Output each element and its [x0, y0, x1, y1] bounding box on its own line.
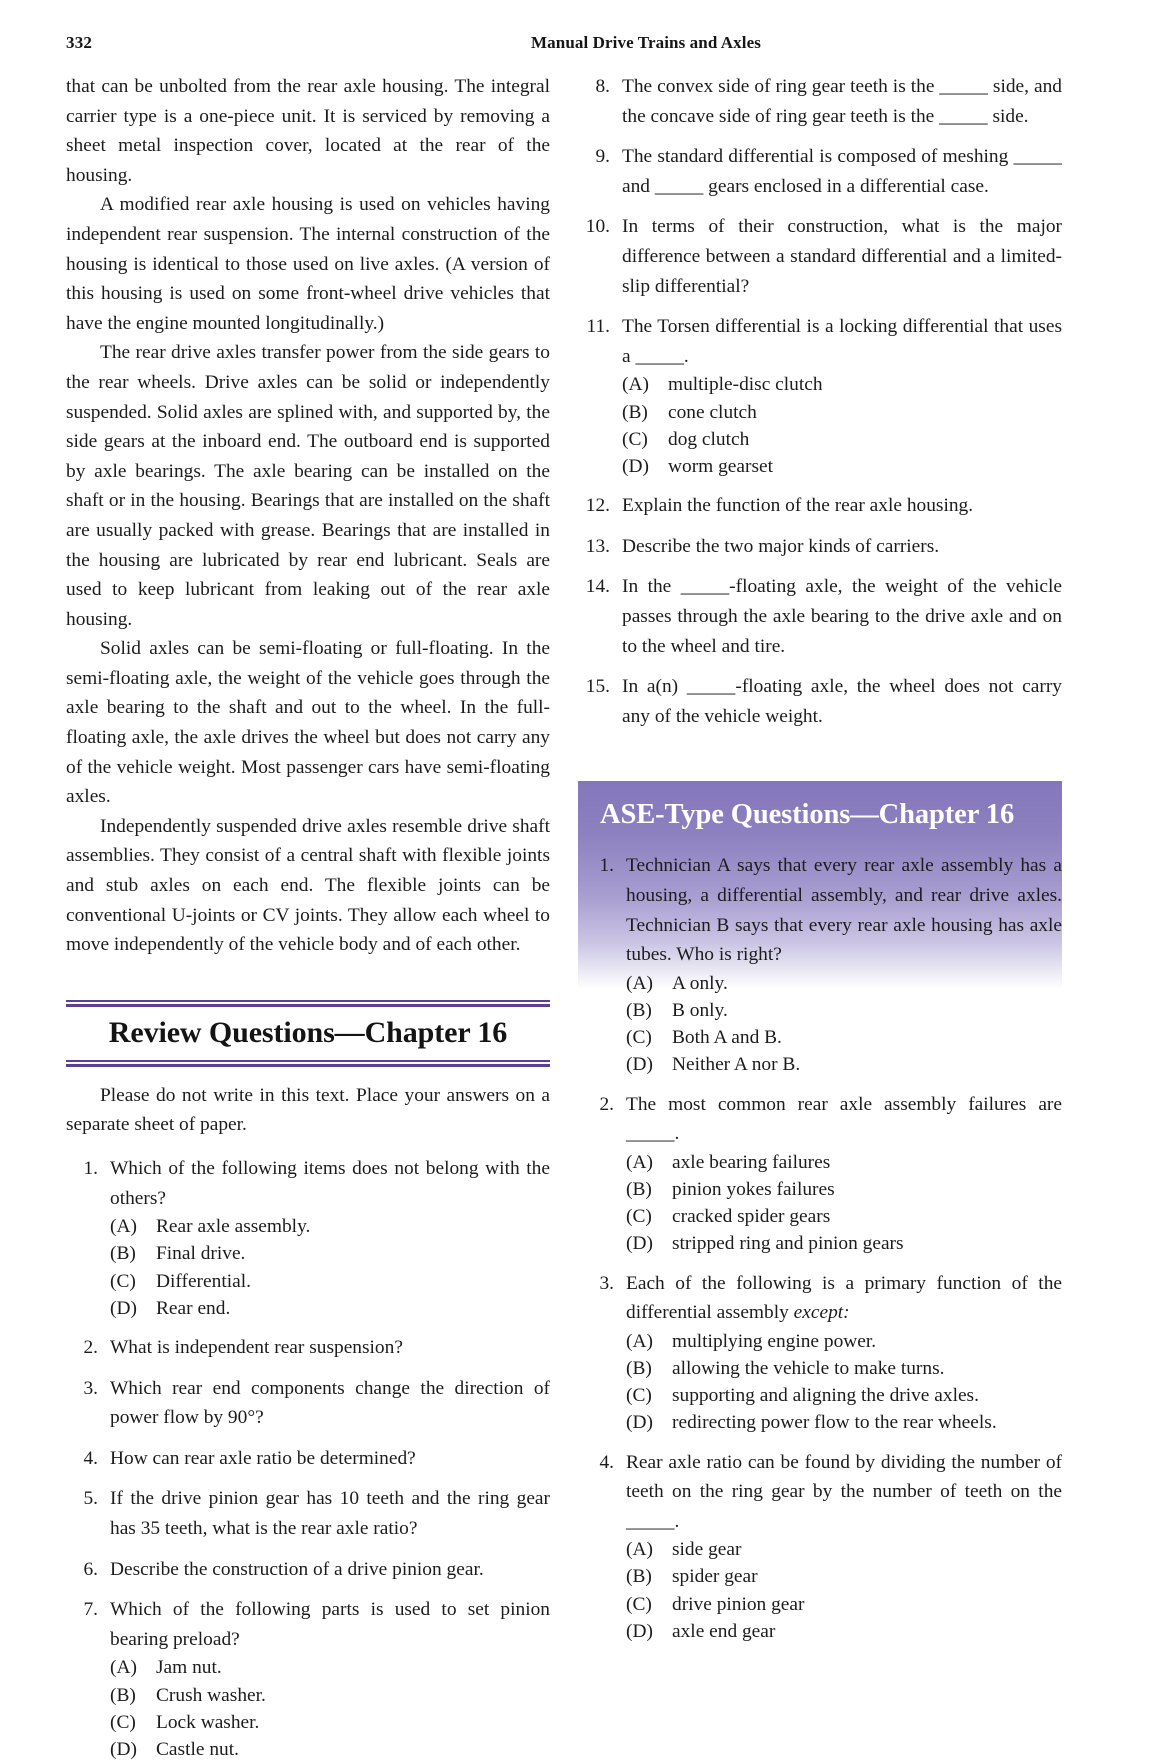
ase-type-questions-panel: [578, 781, 1062, 1645]
question-number: 4.: [83, 1447, 98, 1469]
choice-text: multiplying engine power.: [672, 1330, 877, 1352]
running-head: [66, 33, 1090, 55]
choice-item: [626, 1176, 1062, 1203]
question-text: If the drive pinion gear has 10 teeth and the ring gear has 35 teeth, what is the rear axle ratio?: [110, 1488, 550, 1539]
question-text: Describe the two major kinds of carriers.: [622, 535, 940, 557]
question-number: 6.: [83, 1558, 98, 1580]
choice-item: [626, 1409, 1062, 1436]
question-text: Which of the following parts is used to set pinion bearing preload?: [110, 1599, 550, 1650]
review-question-5: [66, 1484, 550, 1543]
choice-item: [626, 1618, 1062, 1645]
choice-text: supporting and aligning the drive axles.: [672, 1385, 979, 1407]
question-number: 11.: [586, 316, 610, 338]
choice-label: (D): [626, 1233, 653, 1255]
ase-questions-title: ASE-Type Questions—Chapter 16: [600, 799, 1015, 831]
question-text: The standard differential is composed of meshing _____ and _____ gears enclosed in a differential case.: [622, 146, 1062, 197]
choice-text: worm gearset: [668, 455, 773, 477]
ase-question-4: [582, 1448, 1062, 1646]
choice-item: [626, 1230, 1062, 1257]
choice-text: pinion yokes failures: [672, 1178, 835, 1200]
choice-item: [110, 1682, 550, 1709]
body-paragraph: The rear drive axles transfer power from the side gears to the rear wheels. Drive axles can be solid or independently suspended. Solid axles are splined with, and supported by, the side gears at the inboard end. The outboard end is supported by axle bearings. The axle bearing can be installed on the shaft or in the housing. Bearings that are installed on the shaft are usually packed with grease. Bearings that are installed in the housing are lubricated by rear end lubricant. Seals are used to keep lubricant from leaking out of the rear axle housing.: [66, 342, 550, 630]
body-paragraph: Independently suspended drive axles resemble drive shaft assemblies. They consist of a central shaft with flexible joints and stub axles on each end. The flexible joints can be conventional U-joints or CV joints. They allow each wheel to move independently of the vehicle body and of each other.: [66, 815, 550, 956]
ase-panel-content: [578, 781, 1062, 1645]
question-text: What is independent rear suspension?: [110, 1337, 403, 1358]
choice-text: stripped ring and pinion gears: [672, 1233, 904, 1255]
choice-label: (A): [626, 1539, 653, 1561]
body-paragraph: A modified rear axle housing is used on vehicles having independent rear suspension. The internal construction of the housing is identical to those used on live axles. (A version of this housing is used on some front-wheel drive vehicles that have the engine mounted longitudinally.): [66, 194, 550, 334]
choice-label: (B): [110, 1684, 136, 1706]
question-text: Which rear end components change the direction of power flow by 90°?: [110, 1377, 550, 1429]
choice-item: [626, 1051, 1062, 1078]
question-number: 3.: [83, 1377, 98, 1399]
choice-list: [626, 970, 1062, 1079]
left-column: [66, 72, 550, 1763]
choice-text: Neither A nor B.: [672, 1054, 801, 1076]
choice-item: [626, 1203, 1062, 1230]
review-questions-list-continued: [578, 72, 1062, 731]
choice-text: Crush washer.: [156, 1684, 266, 1706]
choice-text: axle end gear: [672, 1620, 776, 1642]
body-paragraph: that can be unbolted from the rear axle housing. The integral carrier type is a one-piece unit. It is serviced by removing a sheet metal inspection cover, located at the rear of the housing.: [66, 76, 550, 186]
question-text: In a(n) _____-floating axle, the wheel does not carry any of the vehicle weight.: [622, 676, 1062, 727]
question-text: Explain the function of the rear axle housing.: [622, 495, 974, 517]
choice-item: [626, 1355, 1062, 1382]
ase-questions-list: [578, 851, 1062, 1645]
choice-text: allowing the vehicle to make turns.: [672, 1357, 945, 1379]
choice-text: cracked spider gears: [672, 1206, 831, 1228]
choice-label: (A): [626, 972, 653, 994]
choice-text: Rear axle assembly.: [156, 1216, 311, 1238]
review-question-9: [578, 142, 1062, 201]
choice-label: (B): [626, 1357, 652, 1379]
question-text: Rear axle ratio can be found by dividing the number of teeth on the ring gear by the number of teeth on the _____.: [626, 1451, 1062, 1532]
choice-text: axle bearing failures: [672, 1151, 831, 1173]
review-question-10: [578, 212, 1062, 301]
review-question-4: [66, 1444, 550, 1474]
choice-text: Jam nut.: [156, 1657, 222, 1679]
rule-bottom: [66, 1060, 550, 1067]
choice-label: (C): [626, 1027, 652, 1049]
choice-text: B only.: [672, 999, 728, 1021]
choice-label: (B): [626, 1566, 652, 1588]
choice-item: [622, 426, 1062, 453]
choice-text: Both A and B.: [672, 1027, 782, 1049]
review-question-15: [578, 672, 1062, 731]
question-number: 1.: [83, 1158, 98, 1179]
choice-label: (C): [110, 1711, 136, 1733]
choice-label: (B): [626, 999, 652, 1021]
choice-label: (D): [626, 1620, 653, 1642]
question-number: 12.: [585, 495, 610, 517]
choice-label: (A): [622, 374, 649, 396]
question-text: [626, 1269, 1062, 1328]
ase-question-3: [582, 1269, 1062, 1437]
rule-top: [66, 1000, 550, 1007]
ase-question-1: [582, 851, 1062, 1078]
choice-item: [626, 1328, 1062, 1355]
question-text: Technician A says that every rear axle assembly has a housing, a differential assembly, and rear drive axles. Technician B says that every rear axle housing has axle tubes. Who is right?: [626, 855, 1062, 966]
question-text: Describe the construction of a drive pinion gear.: [110, 1558, 484, 1580]
choice-item: [110, 1709, 550, 1736]
choice-label: (D): [626, 1054, 653, 1076]
choice-label: (C): [622, 428, 648, 450]
review-questions-title: Review Questions—Chapter 16: [108, 1015, 508, 1049]
review-question-7: [66, 1595, 550, 1763]
choice-item: [110, 1240, 550, 1267]
choice-item: [626, 997, 1062, 1024]
question-text: In the _____-floating axle, the weight of the vehicle passes through the axle bearing to the drive axle and on to the wheel and tire.: [622, 576, 1062, 657]
choice-item: [626, 1536, 1062, 1563]
choice-item: [626, 1591, 1062, 1618]
choice-list: [626, 1536, 1062, 1645]
choice-list: [110, 1213, 550, 1322]
choice-item: [622, 399, 1062, 426]
question-number: 14.: [585, 576, 610, 598]
question-number: 5.: [83, 1488, 98, 1510]
review-question-13: [578, 532, 1062, 562]
choice-label: (A): [626, 1151, 653, 1173]
choice-label: (D): [626, 1412, 653, 1434]
review-question-3: [66, 1374, 550, 1433]
choice-label: (A): [626, 1330, 653, 1352]
choice-item: [110, 1654, 550, 1681]
review-questions-header: [66, 1000, 550, 1067]
page-number: 332: [66, 33, 93, 52]
choice-text: Lock washer.: [156, 1711, 260, 1733]
choice-text: cone clutch: [668, 401, 757, 423]
choice-text: A only.: [672, 972, 728, 994]
choice-list: [622, 371, 1062, 480]
question-text-main: Each of the following is a primary function of the differential assembly: [626, 1272, 1062, 1324]
body-paragraph: Solid axles can be semi-floating or full-floating. In the semi-floating axle, the weight of the vehicle goes through the axle bearing to the shaft and out to the wheel. In the full-floating axle, the axle drives the wheel but does not carry any of the vehicle weight. Most passenger cars have semi-floating axles.: [66, 638, 550, 808]
choice-label: (C): [626, 1593, 652, 1615]
question-number: 8.: [595, 76, 610, 97]
question-number: 1.: [599, 855, 614, 877]
review-question-6: [66, 1555, 550, 1585]
choice-list: [626, 1328, 1062, 1437]
choice-item: [622, 453, 1062, 480]
question-text: In terms of their construction, what is the major difference between a standard differential and a limited-slip differential?: [622, 216, 1062, 297]
question-number: 2.: [83, 1337, 98, 1358]
choice-label: (A): [110, 1657, 137, 1679]
question-text: The most common rear axle assembly failures are _____.: [626, 1093, 1062, 1145]
question-text: How can rear axle ratio be determined?: [110, 1447, 416, 1469]
question-text: The convex side of ring gear teeth is the _____ side, and the concave side of ring gear teeth is the _____ side.: [622, 76, 1062, 127]
choice-text: side gear: [672, 1539, 742, 1561]
choice-item: [626, 970, 1062, 997]
book-title: Manual Drive Trains and Axles: [531, 33, 761, 52]
question-number: 13.: [585, 535, 610, 557]
choice-label: (C): [626, 1385, 652, 1407]
choice-list: [626, 1149, 1062, 1258]
question-number: 3.: [599, 1272, 614, 1294]
choice-label: (B): [110, 1243, 136, 1265]
choice-label: (D): [622, 455, 649, 477]
question-number: 4.: [599, 1451, 614, 1473]
choice-item: [110, 1736, 550, 1763]
choice-text: Rear end.: [156, 1297, 231, 1319]
choice-item: [626, 1024, 1062, 1051]
question-number: 15.: [585, 676, 610, 698]
right-column: [578, 72, 1062, 1645]
question-text-emphasis: except:: [793, 1302, 850, 1324]
choice-text: Differential.: [156, 1270, 251, 1292]
choice-item: [626, 1149, 1062, 1176]
question-number: 2.: [599, 1093, 614, 1115]
choice-list: [110, 1654, 550, 1763]
review-intro: Please do not write in this text. Place your answers on a separate sheet of paper.: [66, 1084, 550, 1136]
question-number: 10.: [585, 216, 610, 238]
choice-text: spider gear: [672, 1566, 758, 1588]
choice-label: (C): [626, 1206, 652, 1228]
review-question-8: [578, 72, 1062, 131]
choice-label: (B): [622, 401, 648, 423]
choice-text: redirecting power flow to the rear wheels.: [672, 1412, 997, 1434]
review-questions-list: [66, 1154, 550, 1763]
review-question-2: [66, 1333, 550, 1363]
question-number: 7.: [83, 1599, 98, 1621]
choice-text: multiple-disc clutch: [668, 374, 823, 396]
question-number: 9.: [595, 146, 610, 168]
choice-item: [110, 1213, 550, 1240]
choice-text: Castle nut.: [156, 1738, 239, 1760]
choice-label: (C): [110, 1270, 136, 1292]
choice-text: drive pinion gear: [672, 1593, 805, 1615]
review-question-14: [578, 572, 1062, 661]
choice-item: [110, 1268, 550, 1295]
choice-label: (B): [626, 1178, 652, 1200]
review-question-1: [66, 1154, 550, 1322]
question-text: The Torsen differential is a locking differential that uses a _____.: [622, 316, 1062, 367]
choice-item: [622, 371, 1062, 398]
choice-label: (D): [110, 1297, 137, 1319]
choice-item: [110, 1295, 550, 1322]
ase-question-2: [582, 1090, 1062, 1258]
choice-item: [626, 1382, 1062, 1409]
question-text: Which of the following items does not belong with the others?: [110, 1158, 550, 1209]
choice-item: [626, 1563, 1062, 1590]
choice-label: (D): [110, 1738, 137, 1760]
choice-label: (A): [110, 1216, 137, 1238]
review-question-12: [578, 491, 1062, 521]
review-question-11: [578, 312, 1062, 480]
choice-text: Final drive.: [156, 1243, 246, 1265]
choice-text: dog clutch: [668, 428, 750, 450]
